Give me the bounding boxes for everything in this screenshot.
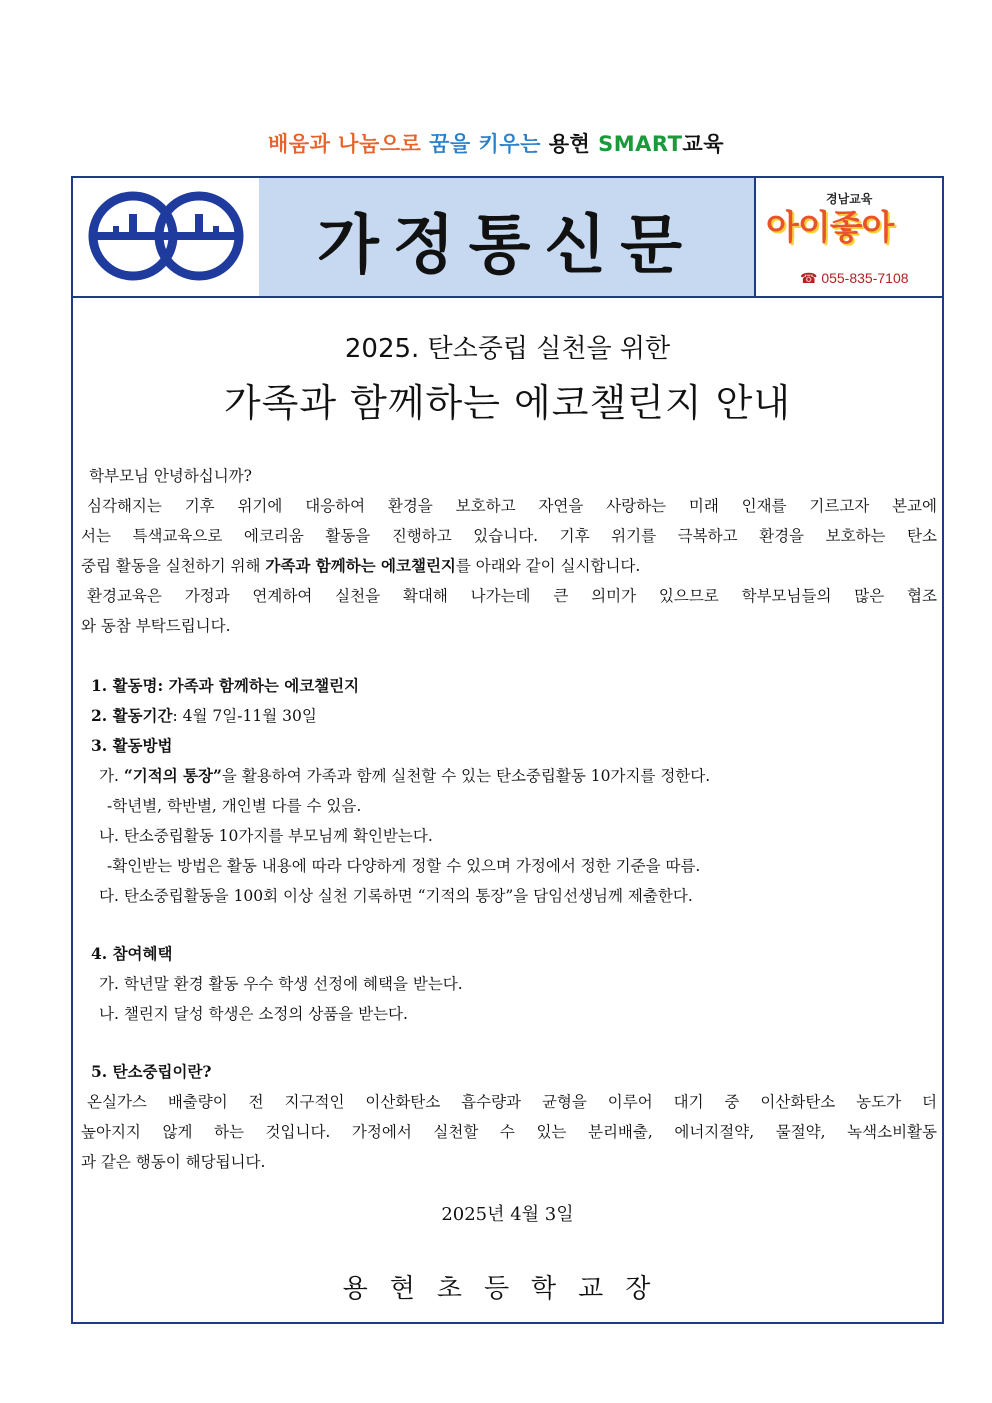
brand-region: 경남교육 (826, 192, 873, 206)
item-2-label: 2. 활동기간 (91, 706, 173, 725)
intro-line-1: 심각해지는 기후 위기에 대응하여 환경을 보호하고 자연을 사랑하는 미래 인재를 기르고자 본교에 (87, 497, 937, 515)
intro-line-2: 서는 특색교육으로 에코리움 활동을 진행하고 있습니다. 기후 위기를 극복하고 환경을 보호하는 탄소 (81, 527, 937, 545)
principal-signature: 용현초등학교장 (342, 1274, 673, 1304)
school-logo-cell (73, 178, 260, 296)
intro-line-5: 와 동참 부탁드립니다. (81, 617, 231, 635)
brand-cell (758, 178, 942, 296)
school-emblem-icon (73, 178, 259, 296)
intro-line-3a: 중립 활동을 실천하기 위해 (81, 557, 266, 575)
item-3-b: 나. 탄소중립활동 10가지를 부모님께 확인받는다. (99, 827, 433, 845)
item-5-text: 5. 탄소중립이란? (91, 1062, 212, 1081)
intro-line-3 (81, 554, 937, 576)
item-3-text: 3. 활동방법 (91, 736, 173, 755)
item-5 (91, 1060, 947, 1082)
intro-line-4: 환경교육은 가정과 연계하여 실천을 확대해 나가는데 큰 의미가 있으므로 학부모님들의 많은 협조 (87, 587, 937, 605)
slogan-part-4: SMART (598, 132, 683, 156)
item-5-line-2: 높아지지 않게 하는 것입니다. 가정에서 실천할 수 있는 분리배출, 에너지절약, 물절약, 녹색소비활동 (81, 1123, 937, 1141)
item-3-b-note: -확인받는 방법은 활동 내용에 따라 다양하게 정할 수 있으며 가정에서 정한 기준을 따름. (107, 857, 701, 875)
item-4-text: 4. 참여혜택 (91, 944, 173, 963)
item-4-a: 가. 학년말 환경 활동 우수 학생 선정에 혜택을 받는다. (99, 975, 463, 993)
item-2-value: : 4월 7일-11월 30일 (172, 707, 317, 725)
slogan-part-3: 용현 (548, 132, 599, 156)
intro-line-3c: 를 아래와 같이 실시합니다. (455, 557, 641, 575)
notice-title: 가족과 함께하는 에코챌린지 안내 (223, 381, 792, 425)
school-slogan (0, 128, 992, 158)
notice-subtitle: 2025. 탄소중립 실천을 위한 (344, 334, 671, 364)
newsletter-title: 가정통신문 (316, 209, 697, 283)
title-cell (259, 178, 756, 296)
greeting: 학부모님 안녕하십니까? (89, 467, 252, 485)
item-5-line-1: 온실가스 배출량이 전 지구적인 이산화탄소 흡수량과 균형을 이루어 대기 중 이산화탄소 농도가 더 (87, 1093, 937, 1111)
item-4 (91, 942, 947, 964)
slogan-part-5: 교육 (682, 132, 724, 156)
item-3-a (99, 764, 955, 786)
item-3-a-note: -학년별, 학반별, 개인별 다를 수 있음. (107, 797, 362, 815)
item-3-a-rest: 을 활용하여 가족과 함께 실천할 수 있는 탄소중립활동 10가지를 정한다. (221, 767, 711, 785)
intro-highlight: 가족과 함께하는 에코챌린지 (265, 556, 456, 575)
item-1-text: 1. 활동명: 가족과 함께하는 에코챌린지 (91, 676, 360, 695)
brand-logo: 아이좋아 (766, 208, 894, 248)
item-3-a-pre: 가. (99, 767, 124, 785)
slogan-part-2: 꿈을 키우는 (429, 132, 549, 156)
item-5-line-3: 과 같은 행동이 해당됩니다. (81, 1153, 266, 1171)
item-3-c: 다. 탄소중립활동을 100회 이상 실천 기록하면 “기적의 통장”을 담임선생님께 제출한다. (99, 887, 693, 905)
item-2 (91, 704, 947, 726)
slogan-part-1: 배움과 나눔으로 (268, 132, 430, 156)
newsletter-header (73, 178, 942, 298)
school-phone: ☎ 055-835-7108 (800, 270, 909, 286)
item-4-b: 나. 챌린지 달성 학생은 소정의 상품을 받는다. (99, 1005, 408, 1023)
newsletter-frame (71, 176, 944, 1324)
item-3-a-bold: “기적의 통장” (123, 766, 222, 785)
item-1 (91, 674, 947, 696)
item-3 (91, 734, 947, 756)
issue-date: 2025년 4월 3일 (441, 1204, 574, 1225)
